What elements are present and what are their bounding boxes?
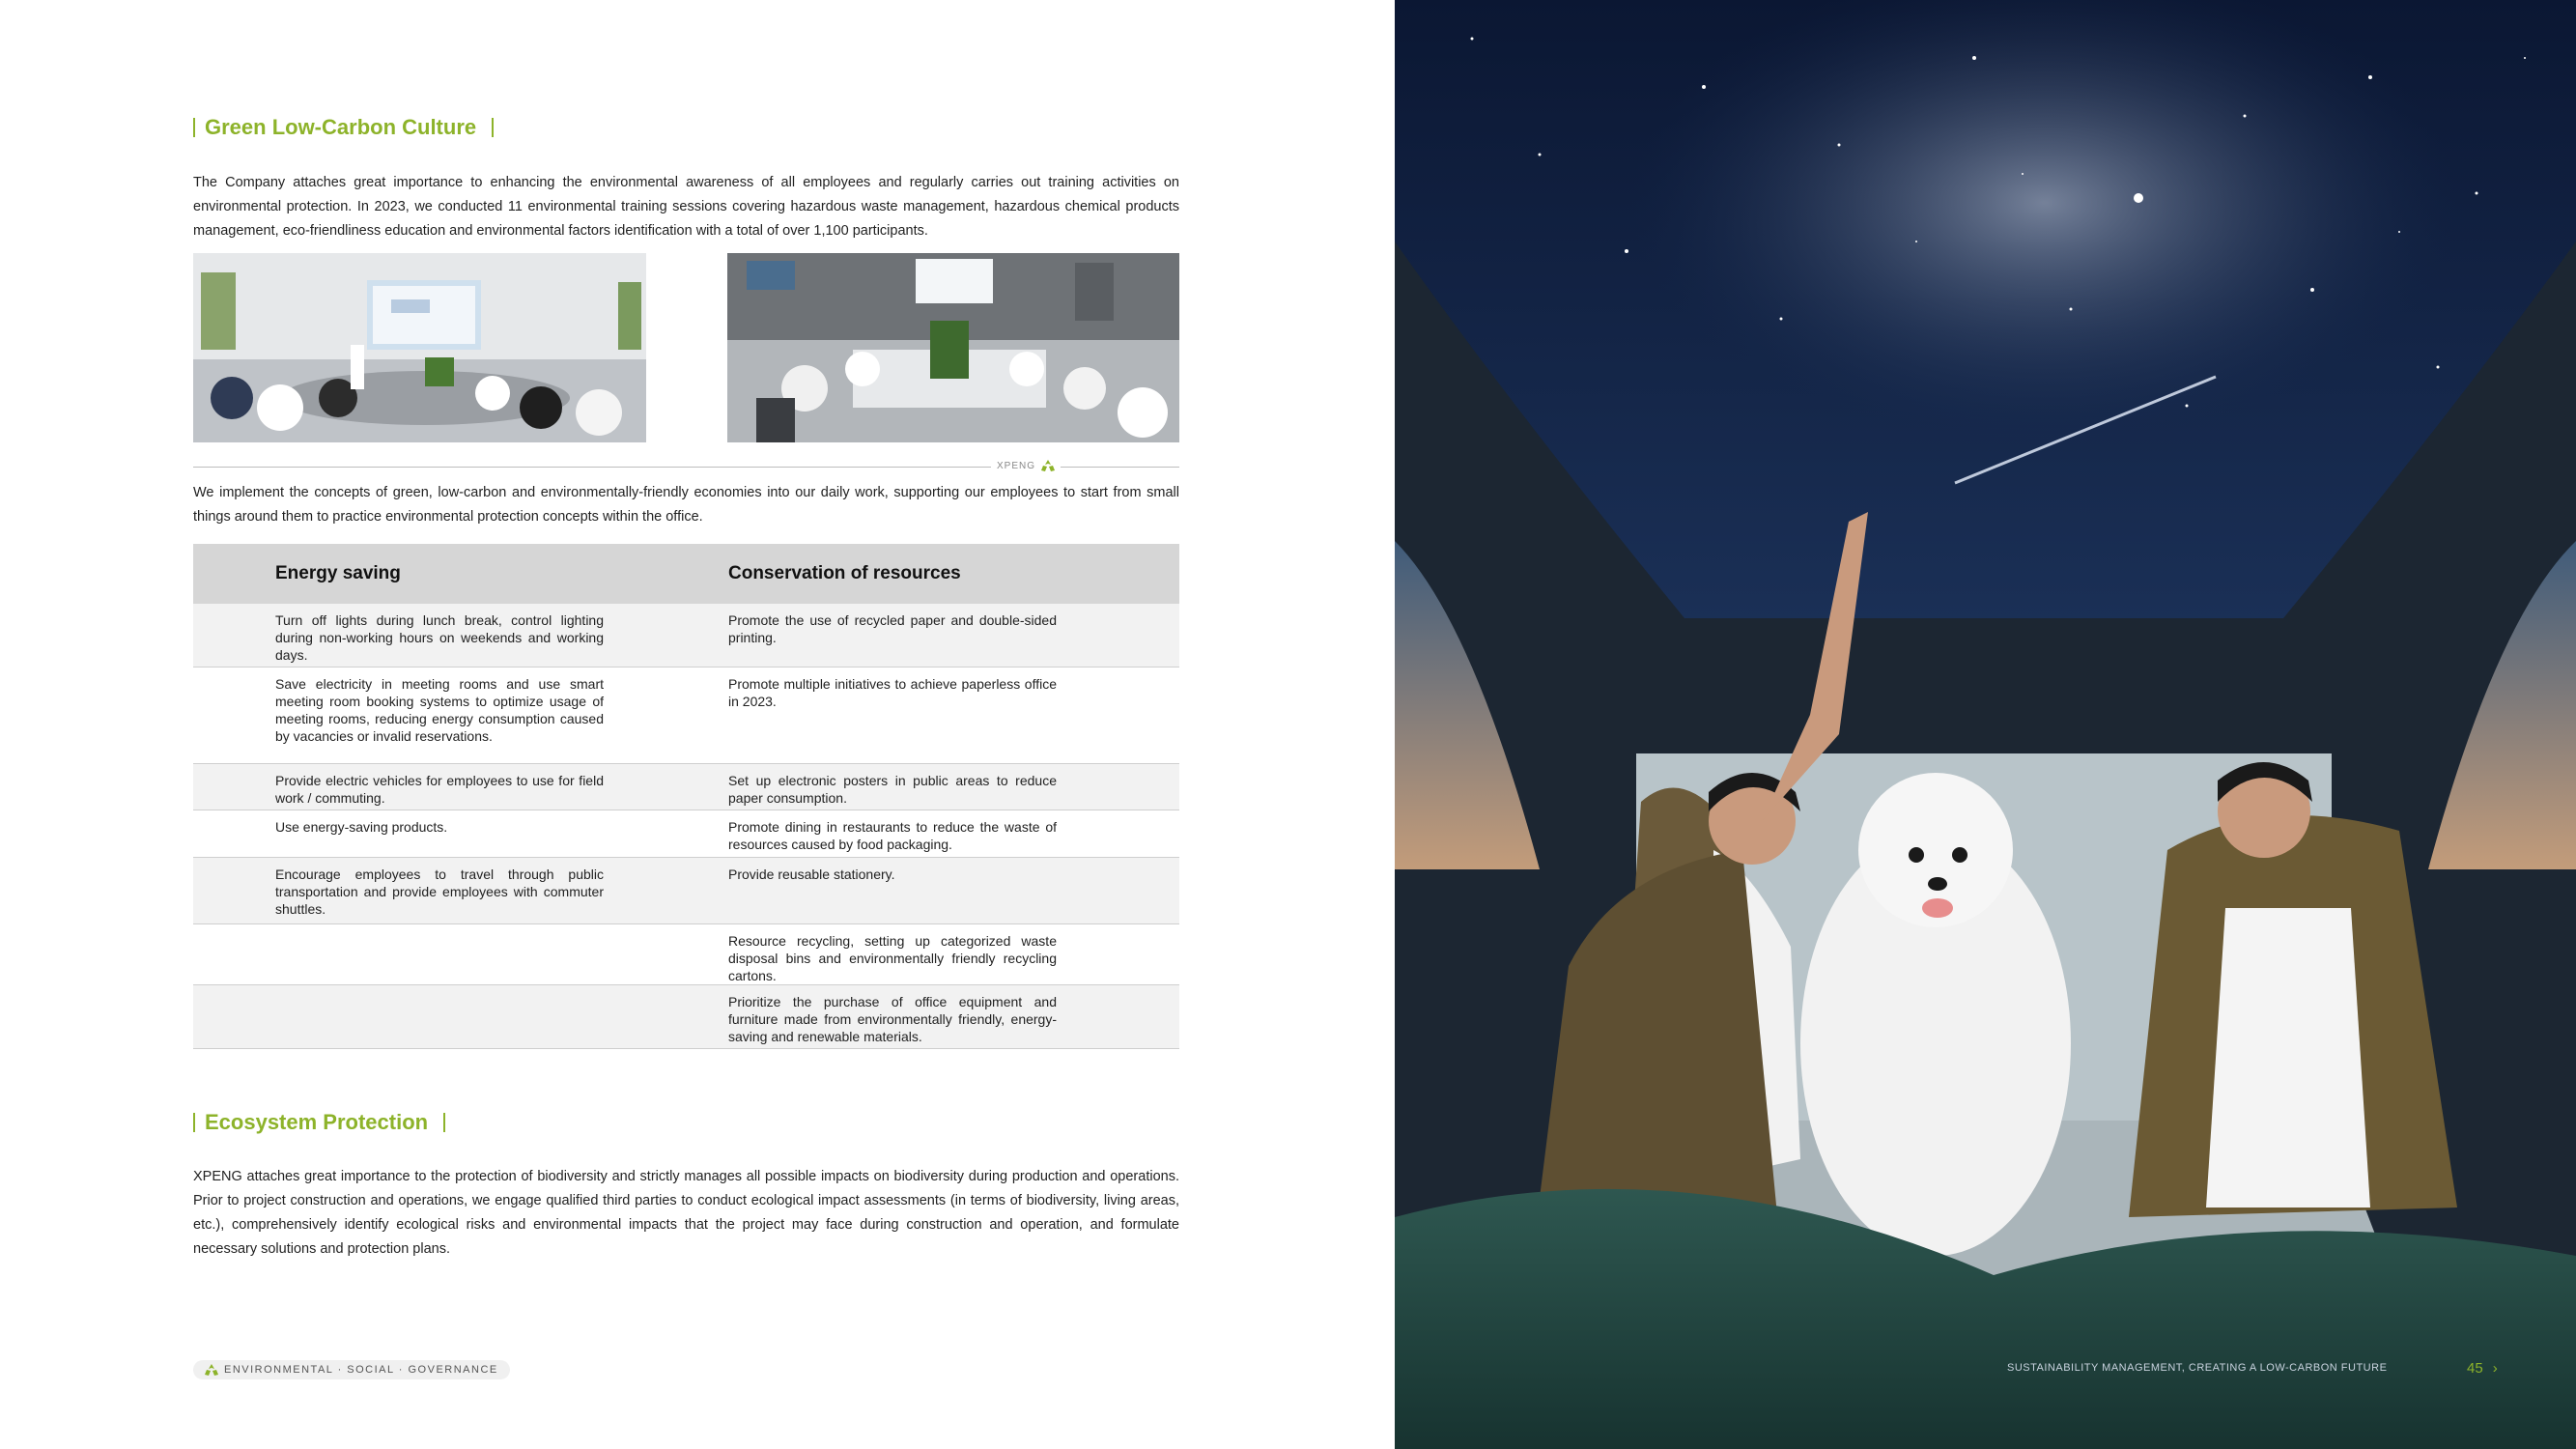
energy-cell: Provide electric vehicles for employees to use for field work / commuting. — [275, 773, 604, 806]
title-bar-end — [443, 1113, 445, 1132]
resource-cell: Resource recycling, setting up categorized waste disposal bins and environmentally friendly recycling cartons. — [728, 933, 1057, 983]
resource-cell: Set up electronic posters in public areas to reduce paper consumption. — [728, 773, 1057, 806]
footer-esg-text: ENVIRONMENTAL · SOCIAL · GOVERNANCE — [224, 1364, 498, 1376]
training-intro-paragraph: The Company attaches great importance to enhancing the environmental awareness of all employees and regularly carries out training activities on environmental protection. In 2023, we conducted 11 environmental training sessions covering hazardous waste management, hazardous chemical products management, eco-friendliness education and environmental factors identification with a total of over 1,100 participants. — [193, 175, 1179, 239]
resource-cell: Prioritize the purchase of office equipment and furniture made from environmentally friendly, energy-saving and renewable materials. — [728, 994, 1057, 1044]
header-conservation: Conservation of resources — [728, 563, 961, 583]
resource-cell: Promote multiple initiatives to achieve paperless office in 2023. — [728, 676, 1057, 709]
section-title-text: Ecosystem Protection — [205, 1110, 429, 1134]
section-title-ecosystem — [193, 1110, 445, 1135]
resource-cell: Promote the use of recycled paper and double-sided printing. — [728, 612, 1057, 645]
page-number — [2467, 1360, 2498, 1377]
starry-sky-car-photo — [1395, 0, 2576, 1449]
section-title-text: Green Low-Carbon Culture — [205, 115, 477, 139]
cover-photo-starry-roof — [1395, 0, 2576, 1449]
table-row — [193, 810, 1179, 858]
title-bar-end — [492, 118, 494, 137]
resource-cell: Provide reusable stationery. — [728, 867, 895, 882]
table-row — [193, 924, 1179, 985]
energy-cell: Encourage employees to travel through public transportation and provide employees with commuter shuttles. — [275, 867, 604, 917]
energy-cell: Use energy-saving products. — [275, 819, 448, 835]
table-row — [193, 604, 1179, 668]
energy-cell: Turn off lights during lunch break, control lighting during non-working hours on weekends and working days. — [275, 612, 604, 663]
resource-cell: Promote dining in restaurants to reduce the waste of resources caused by food packaging. — [728, 819, 1057, 852]
page-number-text: 45 — [2467, 1360, 2483, 1377]
divider-brand-label — [991, 460, 1061, 471]
ecosystem-paragraph: XPENG attaches great importance to the protection of biodiversity and strictly manages all possible impacts on biodiversity during production and operations. Prior to project construction and operations, we engage qualified third parties to conduct ecological impact assessments (in terms of biodiversity, living areas, etc.), comprehensively identify ecological risks and environmental impacts that the project may face during construction and operation, and formulate necessary solutions and protection plans. — [193, 1169, 1179, 1257]
training-photo-1 — [193, 253, 646, 442]
table-header — [193, 544, 1179, 604]
section-title-green-culture — [193, 115, 494, 140]
xpeng-leaf-icon — [1041, 460, 1055, 471]
table-row — [193, 764, 1179, 810]
table-row — [193, 858, 1179, 924]
xpeng-leaf-icon — [205, 1364, 218, 1376]
energy-cell: Save electricity in meeting rooms and use smart meeting room booking systems to optimize usage of meeting rooms, reducing energy consumption caused by vacancies or invalid reservations. — [275, 676, 604, 744]
office-practice-paragraph: We implement the concepts of green, low-carbon and environmentally-friendly economies into our daily work, supporting our employees to start from small things around them to practice environmental protection concepts within the office. — [193, 485, 1179, 525]
title-bar-start — [193, 1113, 195, 1132]
training-photo-2 — [727, 253, 1179, 442]
title-bar-start — [193, 118, 195, 137]
header-energy-saving: Energy saving — [275, 563, 401, 583]
green-office-table — [193, 544, 1179, 1049]
footer-chapter-title: SUSTAINABILITY MANAGEMENT, CREATING A LOW-CARBON FUTURE — [2007, 1362, 2388, 1374]
table-row — [193, 985, 1179, 1049]
table-row — [193, 668, 1179, 764]
footer-esg-badge — [193, 1360, 510, 1379]
chevron-right-icon[interactable]: › — [2492, 1360, 2498, 1377]
divider-brand-text: XPENG — [997, 460, 1036, 471]
